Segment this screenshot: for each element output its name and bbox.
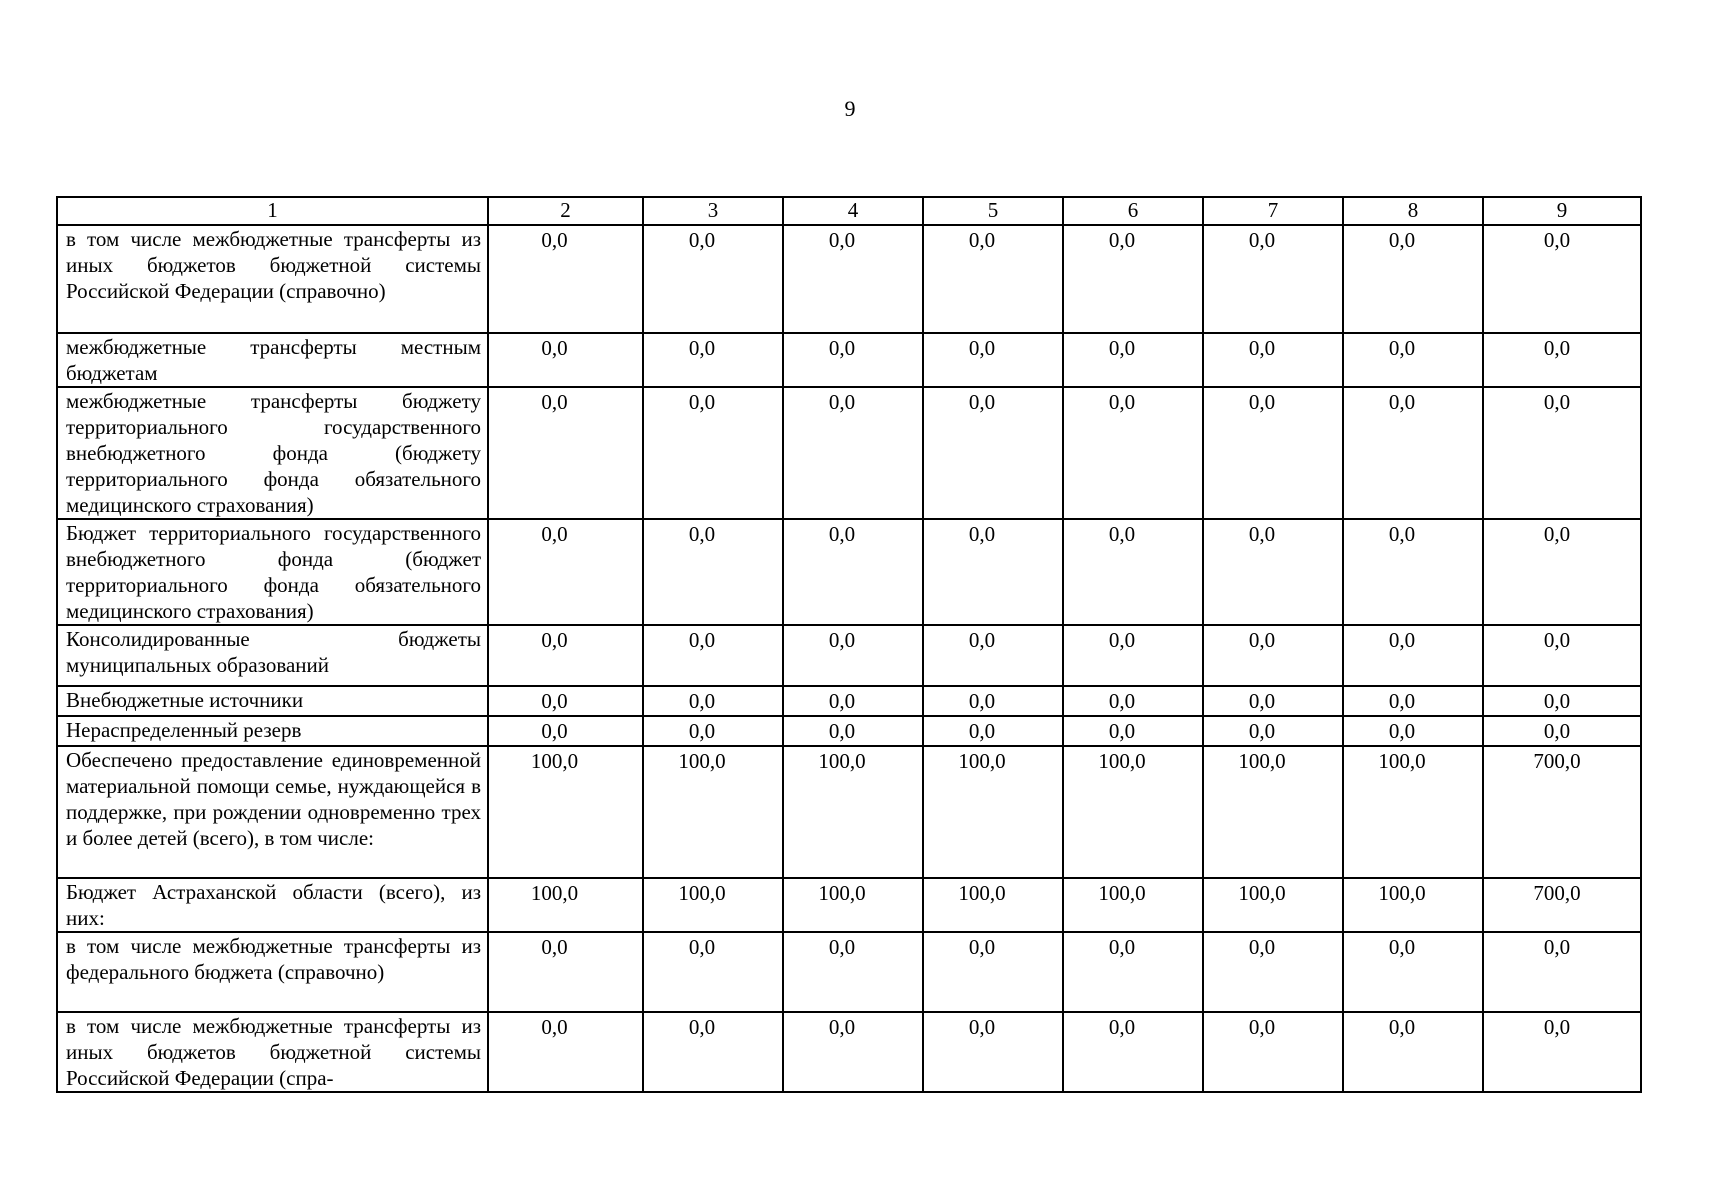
table-cell: 0,0 (1063, 686, 1203, 716)
table-cell: 0,0 (1483, 625, 1641, 686)
table-cell: 0,0 (1483, 686, 1641, 716)
table-cell: 0,0 (1203, 716, 1343, 746)
table-cell: 0,0 (1483, 716, 1641, 746)
row-label: Бюджет территориального государственного внебюджетного фонда (бюджет территориального фонда обязательного медицинского страхования) (57, 519, 488, 625)
table-row (57, 932, 1641, 1012)
table-cell: 700,0 (1483, 878, 1641, 932)
column-header: 6 (1063, 197, 1203, 225)
table-cell: 0,0 (923, 333, 1063, 387)
table-cell: 0,0 (783, 519, 923, 625)
row-label: в том числе межбюджетные трансферты из иных бюджетов бюджетной системы Российской Федерации (спра- (57, 1012, 488, 1092)
table-cell: 100,0 (1343, 746, 1483, 878)
table-cell: 0,0 (643, 625, 783, 686)
row-label: в том числе межбюджетные трансферты из федерального бюджета (справочно) (57, 932, 488, 1012)
table-cell: 0,0 (783, 225, 923, 333)
table-cell: 0,0 (643, 686, 783, 716)
table-cell: 0,0 (783, 716, 923, 746)
budget-table (56, 196, 1642, 1093)
table-cell: 0,0 (1203, 1012, 1343, 1092)
table-row (57, 1012, 1641, 1092)
column-header: 1 (57, 197, 488, 225)
table-cell: 0,0 (1343, 225, 1483, 333)
table-cell: 0,0 (643, 716, 783, 746)
table-row (57, 519, 1641, 625)
table-cell: 0,0 (1203, 387, 1343, 519)
table-cell: 0,0 (783, 1012, 923, 1092)
table-cell: 0,0 (1343, 716, 1483, 746)
table-cell: 0,0 (1203, 932, 1343, 1012)
table-cell: 0,0 (923, 716, 1063, 746)
column-header: 7 (1203, 197, 1343, 225)
column-header: 4 (783, 197, 923, 225)
table-cell: 0,0 (1203, 686, 1343, 716)
table-cell: 0,0 (488, 519, 643, 625)
row-label: Консолидированные бюджеты муниципальных образований (57, 625, 488, 686)
table-cell: 0,0 (1203, 333, 1343, 387)
table-cell: 0,0 (1483, 333, 1641, 387)
table-cell: 0,0 (1483, 932, 1641, 1012)
column-header: 5 (923, 197, 1063, 225)
table-cell: 0,0 (1203, 625, 1343, 686)
table-cell: 0,0 (1483, 519, 1641, 625)
table-cell: 0,0 (643, 387, 783, 519)
table-cell: 100,0 (783, 746, 923, 878)
table-cell: 0,0 (1063, 625, 1203, 686)
table-cell: 0,0 (1343, 686, 1483, 716)
page-number: 9 (844, 96, 856, 121)
table-row (57, 387, 1641, 519)
table-cell: 0,0 (1343, 625, 1483, 686)
table-cell: 0,0 (1063, 225, 1203, 333)
table-cell: 0,0 (488, 716, 643, 746)
table-cell: 0,0 (923, 932, 1063, 1012)
table-cell: 0,0 (783, 625, 923, 686)
table-cell: 0,0 (1483, 1012, 1641, 1092)
table-cell: 0,0 (783, 932, 923, 1012)
table-cell: 0,0 (1343, 387, 1483, 519)
table-cell: 0,0 (488, 333, 643, 387)
table-cell: 100,0 (488, 746, 643, 878)
table-row (57, 625, 1641, 686)
table-cell: 0,0 (783, 686, 923, 716)
table-cell: 100,0 (1343, 878, 1483, 932)
table-cell: 0,0 (1063, 519, 1203, 625)
table-cell: 0,0 (643, 333, 783, 387)
table-row (57, 333, 1641, 387)
table-row (57, 746, 1641, 878)
table-row (57, 225, 1641, 333)
table-cell: 0,0 (1063, 333, 1203, 387)
table-row (57, 686, 1641, 716)
table-cell: 0,0 (488, 625, 643, 686)
table-cell: 0,0 (643, 519, 783, 625)
table-cell: 0,0 (643, 932, 783, 1012)
table-cell: 100,0 (923, 746, 1063, 878)
table-cell: 0,0 (1343, 333, 1483, 387)
column-header: 2 (488, 197, 643, 225)
table-cell: 0,0 (783, 387, 923, 519)
table-cell: 0,0 (1063, 716, 1203, 746)
column-header: 3 (643, 197, 783, 225)
table-cell: 0,0 (1063, 387, 1203, 519)
column-header: 8 (1343, 197, 1483, 225)
table-row (57, 878, 1641, 932)
table-cell: 0,0 (923, 387, 1063, 519)
row-label: в том числе межбюджетные трансферты из иных бюджетов бюджетной системы Российской Федерации (справочно) (57, 225, 488, 333)
table-cell: 0,0 (923, 625, 1063, 686)
table-cell: 0,0 (1203, 225, 1343, 333)
table-cell: 0,0 (923, 225, 1063, 333)
table-cell: 0,0 (488, 932, 643, 1012)
table-cell: 0,0 (923, 519, 1063, 625)
table-cell: 0,0 (643, 1012, 783, 1092)
table-cell: 100,0 (1203, 878, 1343, 932)
row-label: Нераспределенный резерв (57, 716, 488, 746)
table-body (57, 225, 1641, 1092)
table-cell: 0,0 (1483, 225, 1641, 333)
table-cell: 0,0 (1343, 932, 1483, 1012)
table-cell: 100,0 (923, 878, 1063, 932)
table-cell: 100,0 (783, 878, 923, 932)
table-cell: 0,0 (783, 333, 923, 387)
table-cell: 0,0 (1063, 1012, 1203, 1092)
row-label: межбюджетные трансферты бюджету территориального государственного внебюджетного фонда (бюджету территориального фонда обязательного медицинского страхования) (57, 387, 488, 519)
table-cell: 0,0 (923, 686, 1063, 716)
table-cell: 0,0 (488, 686, 643, 716)
table-cell: 0,0 (1343, 519, 1483, 625)
table-cell: 0,0 (643, 225, 783, 333)
table-cell: 0,0 (488, 387, 643, 519)
table-cell: 100,0 (643, 878, 783, 932)
table-cell: 0,0 (1063, 932, 1203, 1012)
column-header: 9 (1483, 197, 1641, 225)
table-cell: 0,0 (488, 225, 643, 333)
table-cell: 700,0 (1483, 746, 1641, 878)
table-cell: 100,0 (1203, 746, 1343, 878)
row-label: межбюджетные трансферты местным бюджетам (57, 333, 488, 387)
table-cell: 100,0 (1063, 878, 1203, 932)
table-cell: 100,0 (488, 878, 643, 932)
table-cell: 100,0 (1063, 746, 1203, 878)
row-label: Обеспечено предоставление единовременной материальной помощи семье, нуждающейся в поддержке, при рождении одновременно трех и более детей (всего), в том числе: (57, 746, 488, 878)
header-row (57, 197, 1641, 225)
table-cell: 0,0 (1343, 1012, 1483, 1092)
table-cell: 100,0 (643, 746, 783, 878)
table-row (57, 716, 1641, 746)
table-cell: 0,0 (1483, 387, 1641, 519)
row-label: Бюджет Астраханской области (всего), из них: (57, 878, 488, 932)
table-cell: 0,0 (488, 1012, 643, 1092)
table-cell: 0,0 (1203, 519, 1343, 625)
table-cell: 0,0 (923, 1012, 1063, 1092)
row-label: Внебюджетные источники (57, 686, 488, 716)
